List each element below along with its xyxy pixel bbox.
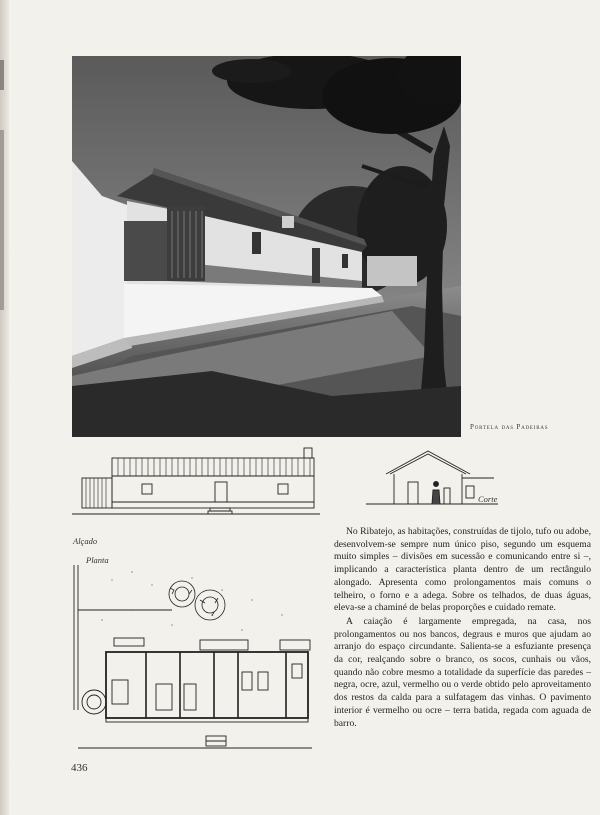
section-label: Corte bbox=[478, 494, 498, 504]
photo-caption: Portela das Padeiras bbox=[470, 423, 549, 431]
page-number: 436 bbox=[71, 762, 88, 774]
paragraph: No Ribatejo, as habitações, construídas de tijolo, tufo ou adobe, desenvolvem-se sempre num único piso, segundo um esquema muito simples – divisões em sucessão e comunicando entre si –, implicando a característica planta dentro de um rectângulo alongado. Apresenta como prolongamentos mais comuns o telheiro, o forno e a adega. Sobre os telhados, de duas águas, eleva-se a chaminé de belas proporções e cuidado remate. bbox=[334, 526, 591, 614]
page-edge-mark bbox=[0, 60, 4, 310]
body-text bbox=[334, 526, 591, 730]
paragraph: A caiação é largamente empregada, na casa, nos prolongamentos ou nos bancos, degraus e muros que ajudam ao arranjo do espaço circundante. Salienta-se a esfuziante presença da cor, realçando sobre o branco, os socos, cunhais ou vãos, quando não cobre mesmo a totalidade da superfície das paredes – negra, ocre, azul, vermelho ou o verde obtido pelo aproveitamento dos restos da calda para a sulfatagem das vinhas. O pavimento interior é vermelho ou ocre – terra batida, regada com aguada de barro. bbox=[334, 615, 591, 729]
plan-drawing bbox=[72, 560, 317, 752]
house-photograph bbox=[72, 56, 461, 437]
plan-label: Planta bbox=[86, 555, 109, 565]
elevation-drawing bbox=[72, 446, 322, 526]
elevation-label: Alçado bbox=[73, 536, 98, 546]
